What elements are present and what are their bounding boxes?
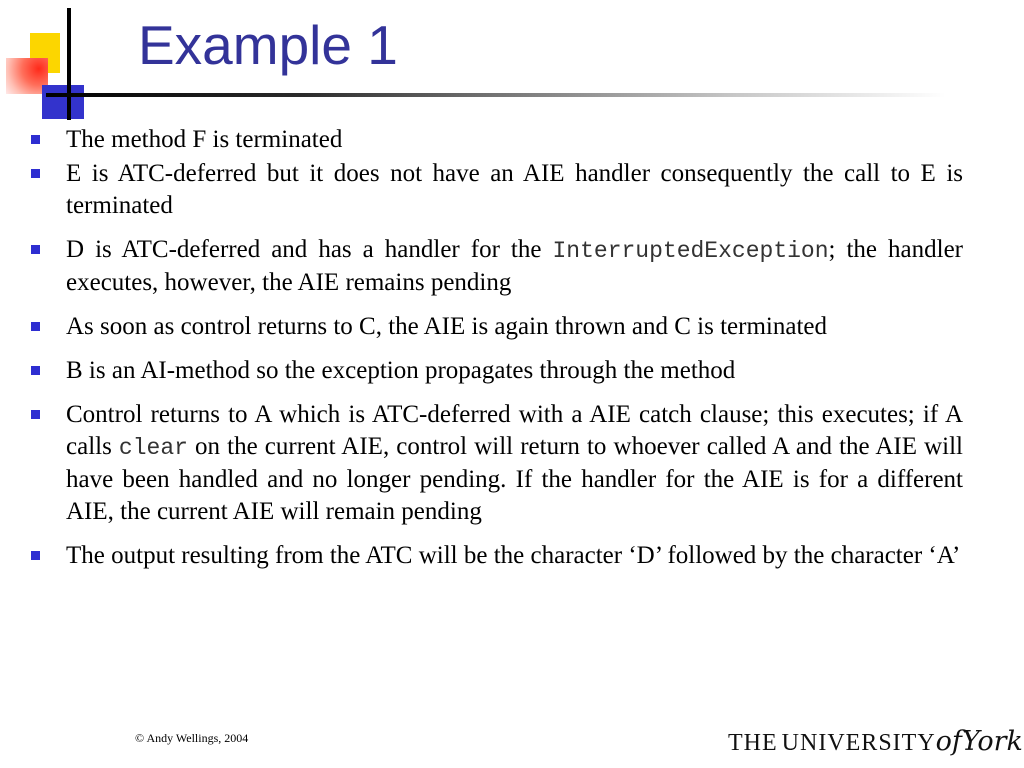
decor-vertical-line: [67, 8, 71, 120]
decor-blue-square: [42, 85, 84, 119]
code-clear: clear: [118, 435, 188, 461]
logo-the: THE: [728, 730, 778, 756]
logo-university: UNIVERSITY: [781, 730, 936, 756]
code-interruptedexception: InterruptedException: [552, 238, 829, 264]
bullet-text: Control returns to A which is ATC-deferred with a AIE catch clause; this executes; if A calls: [66, 401, 963, 460]
logo-york: York: [961, 726, 1023, 757]
bullet-text: B is an AI-method so the exception propagates through the method: [66, 357, 736, 384]
slide-title: Example 1: [138, 14, 398, 76]
decor-title-rule: [46, 93, 476, 97]
bullet-text: E is ATC-deferred but it does not have an AIE handler consequently the call to E is terminated: [66, 160, 963, 219]
bullet-item: [28, 311, 963, 343]
bullet-item: [28, 124, 963, 156]
logo-of: of: [935, 726, 962, 757]
university-logo: [728, 726, 1023, 764]
bullet-list: [28, 124, 963, 584]
bullet-text: The output resulting from the ATC will be the character ‘D’ followed by the character ‘A’: [66, 542, 961, 569]
bullet-item: [28, 158, 963, 222]
bullet-item: [28, 355, 963, 387]
bullet-text: The method F is terminated: [66, 126, 343, 153]
bullet-text: on the current AIE, control will return to whoever called A and the AIE will have been handled and no longer pending. If the handler for the AIE is for a different AIE, the current AIE will remain pending: [66, 433, 963, 525]
bullet-text: ; the handler executes, however, the AIE remains pending: [66, 236, 964, 296]
bullet-text: As soon as control returns to C, the AIE is again thrown and C is terminated: [66, 313, 827, 340]
decor-title-rule-fade: [476, 93, 946, 97]
bullet-item: [28, 399, 963, 528]
copyright-footer: © Andy Wellings, 2004: [135, 731, 249, 745]
bullet-item: [28, 234, 963, 299]
bullet-text: D is ATC-deferred and has a handler for the: [66, 236, 553, 263]
bullet-item: [28, 540, 963, 572]
